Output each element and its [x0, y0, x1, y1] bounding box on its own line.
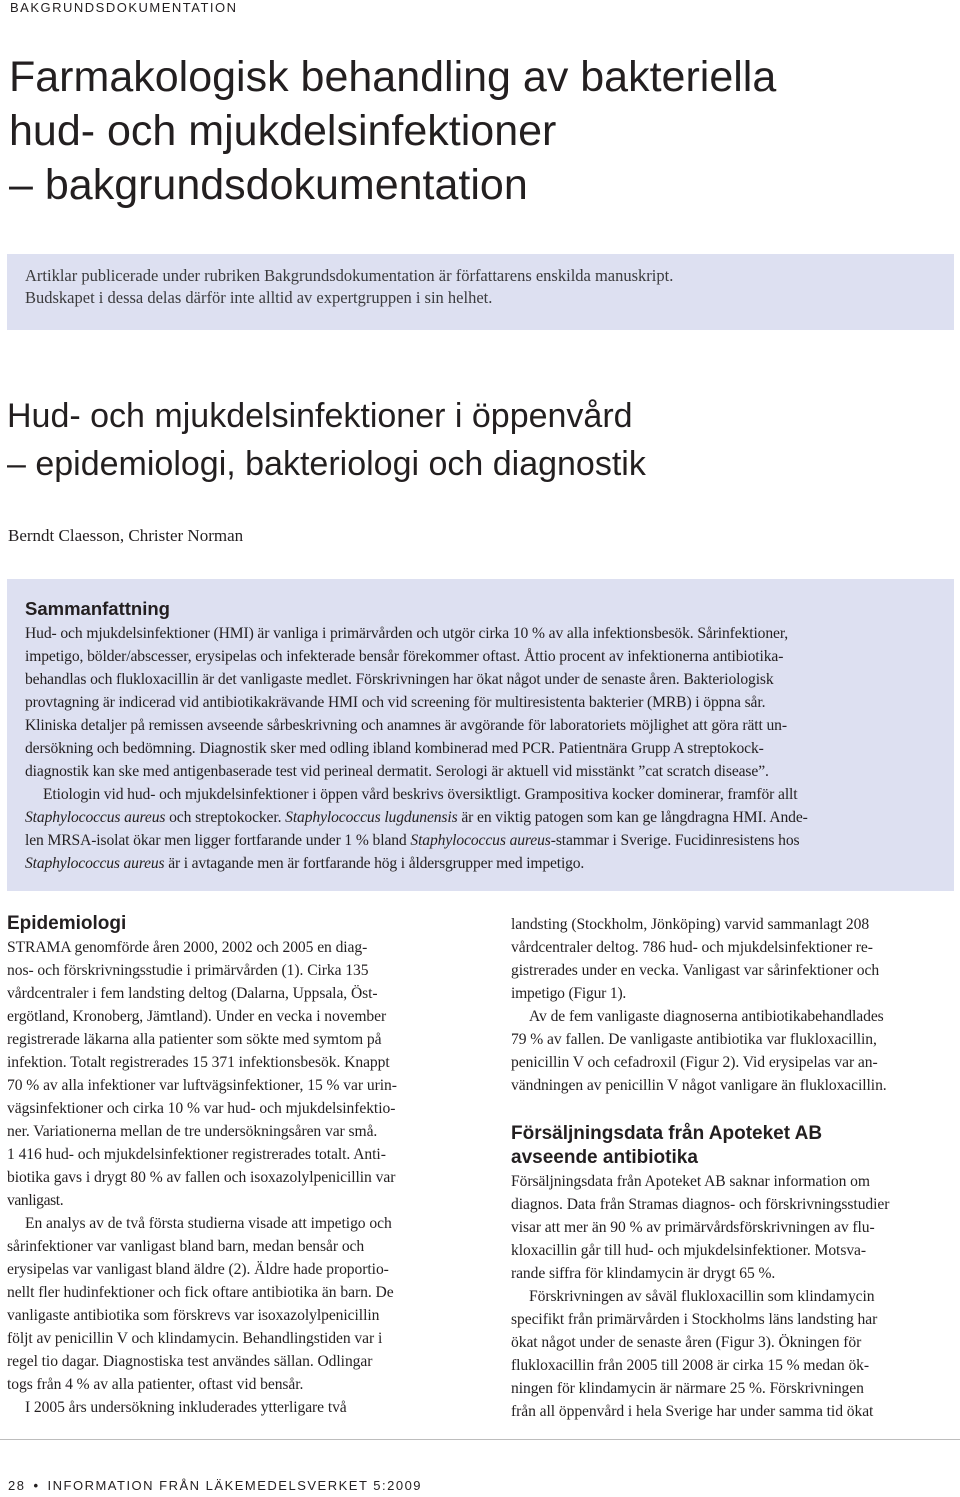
body-line: vårdcentraler i fem landsting deltog (Dalarna, Uppsala, Öst- — [7, 985, 378, 1002]
body-line: diagnos. Data från Stramas diagnos- och förskrivningsstudier — [511, 1196, 890, 1213]
summary-text: -stammar i Sverige. Fucidinresistens hos — [550, 832, 800, 849]
body-line: nellt fler hudinfektioner och fick oftare antibiotika än barn. De — [7, 1284, 394, 1301]
body-line: biotika gavs i drygt 80 % av fallen och isoxazolylpenicillin var — [7, 1169, 396, 1186]
body-line: Av de fem vanligaste diagnoserna antibiotikabehandlades — [529, 1008, 884, 1025]
summary-text: är en viktig patogen som kan ge långdragna HMI. Ande- — [457, 809, 808, 826]
summary-text: len MRSA-isolat ökar men ligger fortfarande under 1 % bland — [25, 832, 411, 849]
body-line: 1 416 hud- och mjukdelsinfektioner registrerades totalt. Anti- — [7, 1146, 386, 1163]
body-line: ökat något under de senaste åren (Figur 3). Ökningen för — [511, 1334, 862, 1351]
body-line: vändningen av penicillin V något vanligare än flukloxacillin. — [511, 1077, 887, 1094]
article-title-line: – epidemiologi, bakteriologi och diagnostik — [7, 445, 646, 483]
body-line: En analys av de två första studierna visade att impetigo och — [25, 1215, 392, 1232]
body-line: I 2005 års undersökning inkluderades ytterligare två — [25, 1399, 347, 1416]
summary-line: dersökning och bedömning. Diagnostik sker med odling ibland kombinerad med PCR. Patientnära Grupp A streptokock- — [25, 740, 764, 757]
species-name: Staphylococcus lugdunensis — [285, 809, 458, 826]
summary-heading: Sammanfattning — [25, 598, 170, 619]
body-line: landsting (Stockholm, Jönköping) varvid sammanlagt 208 — [511, 916, 870, 933]
article-title-line: Hud- och mjukdelsinfektioner i öppenvård — [7, 397, 633, 435]
left-column — [7, 912, 451, 1419]
body-line: vanligaste antibiotika som förskrevs var isoxazolylpenicillin — [7, 1307, 380, 1324]
footer-divider — [0, 1439, 960, 1440]
body-line: vanligast. — [7, 1192, 64, 1209]
species-name: Staphylococcus aureus — [25, 855, 165, 872]
body-line: togs från 4 % av alla patienter, oftast vid bensår. — [7, 1376, 304, 1393]
body-line: ergötland, Kronoberg, Jämtland). Under en vecka i november — [7, 1008, 387, 1025]
body-line: följt av penicillin V och klindamycin. Behandlingstiden var i — [7, 1330, 383, 1347]
body-line: Försäljningsdata från Apoteket AB saknar information om — [511, 1173, 870, 1190]
page-title-line: – bakgrundsdokumentation — [9, 161, 528, 209]
body-line: specifikt från primärvården i Stockholms läns landsting har — [511, 1311, 878, 1328]
body-line: ningen för klindamycin är närmare 25 %. Förskrivningen — [511, 1380, 864, 1397]
right-column — [511, 913, 955, 1423]
body-line: kloxacillin går till hud- och mjukdelsinfektioner. Motsva- — [511, 1242, 867, 1259]
summary-box — [7, 579, 954, 891]
summary-line: Etiologin vid hud- och mjukdelsinfektioner i öppen vård beskrivs översiktligt. Grampositiva kocker dominerar, framför allt — [43, 786, 798, 803]
summary-text: är i avtagande men är fortfarande hög i åldersgrupper med impetigo. — [164, 855, 585, 872]
section-label: BAKGRUNDSDOKUMENTATION — [10, 0, 238, 15]
disclaimer-box — [7, 254, 954, 330]
summary-line: impetigo, bölder/abscesser, erysipelas och infekterade bensår förekommer oftast. Åttio procent av infektionerna antibiotika- — [25, 648, 784, 665]
body-line: ner. Variationerna mellan de tre undersökningsåren var små. — [7, 1123, 378, 1140]
body-line: gistrerades under en vecka. Vanligast var sårinfektioner och — [511, 962, 880, 979]
section-heading-forsaljningsdata — [511, 1122, 955, 1170]
section-heading-line: Försäljningsdata från Apoteket AB — [511, 1123, 823, 1144]
body-line: från all öppenvård i hela Sverige har under samma tid ökat — [511, 1403, 874, 1420]
body-line: vägsinfektioner och cirka 10 % var hud- och mjukdelsinfektio- — [7, 1100, 396, 1117]
body-line: rande siffra för klindamycin är drygt 65 %. — [511, 1265, 776, 1282]
body-line: vårdcentraler deltog. 786 hud- och mjukdelsinfektioner re- — [511, 939, 873, 956]
summary-line: provtagning är indicerad vid antibiotikakrävande HMI och vid screening för multiresistenta bakterier (MRB) i öppna sår. — [25, 694, 766, 711]
body-line: regel tio dagar. Diagnostiska test användes sällan. Odlingar — [7, 1353, 373, 1370]
body-line: 79 % av fallen. De vanligaste antibiotika var flukloxacillin, — [511, 1031, 877, 1048]
body-line: penicillin V och cefadroxil (Figur 2). Vid erysipelas var an- — [511, 1054, 878, 1071]
body-line: nos- och förskrivningsstudie i primärvården (1). Cirka 135 — [7, 962, 369, 979]
body-line: sårinfektioner var vanligast bland barn, medan bensår och — [7, 1238, 365, 1255]
body-line: visar att mer än 90 % av primärvårdsförskrivningen av flu- — [511, 1219, 875, 1236]
body-line: infektion. Totalt registrerades 15 371 infektionsbesök. Knappt — [7, 1054, 390, 1071]
article-title — [7, 392, 947, 488]
summary-line: diagnostik kan ske med antigenbaserade test vid perineal dermatit. Serologi är aktuell vid misstänkt ”cat scratch disease”. — [25, 763, 769, 780]
species-name: Staphylococcus aureus — [25, 809, 166, 826]
summary-line: Kliniska detaljer på remissen avseende sårbeskrivning och anamnes är avgörande för laboratoriets möjlighet att göra rätt un- — [25, 717, 787, 734]
section-heading-line: avseende antibiotika — [511, 1147, 698, 1168]
summary-line — [25, 829, 954, 852]
footer — [8, 1478, 422, 1493]
summary-line — [25, 852, 954, 875]
body-line: registrerade läkarna alla patienter som sökte med symtom på — [7, 1031, 382, 1048]
species-name: Staphylococcus aureus — [410, 832, 551, 849]
authors: Berndt Claesson, Christer Norman — [8, 526, 244, 545]
body-line: Förskrivningen av såväl flukloxacillin som klindamycin — [529, 1288, 875, 1305]
page-title-line: hud- och mjukdelsinfektioner — [9, 107, 557, 155]
body-line: 70 % av alla infektioner var luftvägsinfektioner, 15 % var urin- — [7, 1077, 397, 1094]
bullet-separator: • — [33, 1478, 40, 1493]
summary-line: Hud- och mjukdelsinfektioner (HMI) är vanliga i primärvården och utgör cirka 10 % av alla infektionsbesök. Sårinfektioner, — [25, 625, 789, 642]
summary-text: och streptokocker. — [165, 809, 286, 826]
page-title — [9, 50, 949, 212]
page-title-line: Farmakologisk behandling av bakteriella — [9, 53, 777, 101]
disclaimer-line: Artiklar publicerade under rubriken Bakgrundsdokumentation är författarens enskilda manuskript. — [25, 266, 674, 285]
body-line: flukloxacillin från 2005 till 2008 är cirka 15 % medan ök- — [511, 1357, 870, 1374]
disclaimer-line: Budskapet i dessa delas därför inte alltid av expertgruppen i sin helhet. — [25, 288, 493, 307]
publication-name: INFORMATION FRÅN LÄKEMEDELSVERKET 5:2009 — [47, 1478, 423, 1493]
page-number: 28 — [8, 1478, 26, 1493]
body-line: impetigo (Figur 1). — [511, 985, 627, 1002]
body-line: STRAMA genomförde åren 2000, 2002 och 2005 en diag- — [7, 939, 368, 956]
summary-line: behandlas och flukloxacillin är det vanligaste medlet. Förskrivningen har ökat något under de senaste åren. Bakteriologisk — [25, 671, 774, 688]
body-line: erysipelas var vanligast bland äldre (2). Äldre hade proportio- — [7, 1261, 389, 1278]
summary-line — [25, 806, 954, 829]
section-heading-epidemiologi: Epidemiologi — [7, 913, 127, 934]
